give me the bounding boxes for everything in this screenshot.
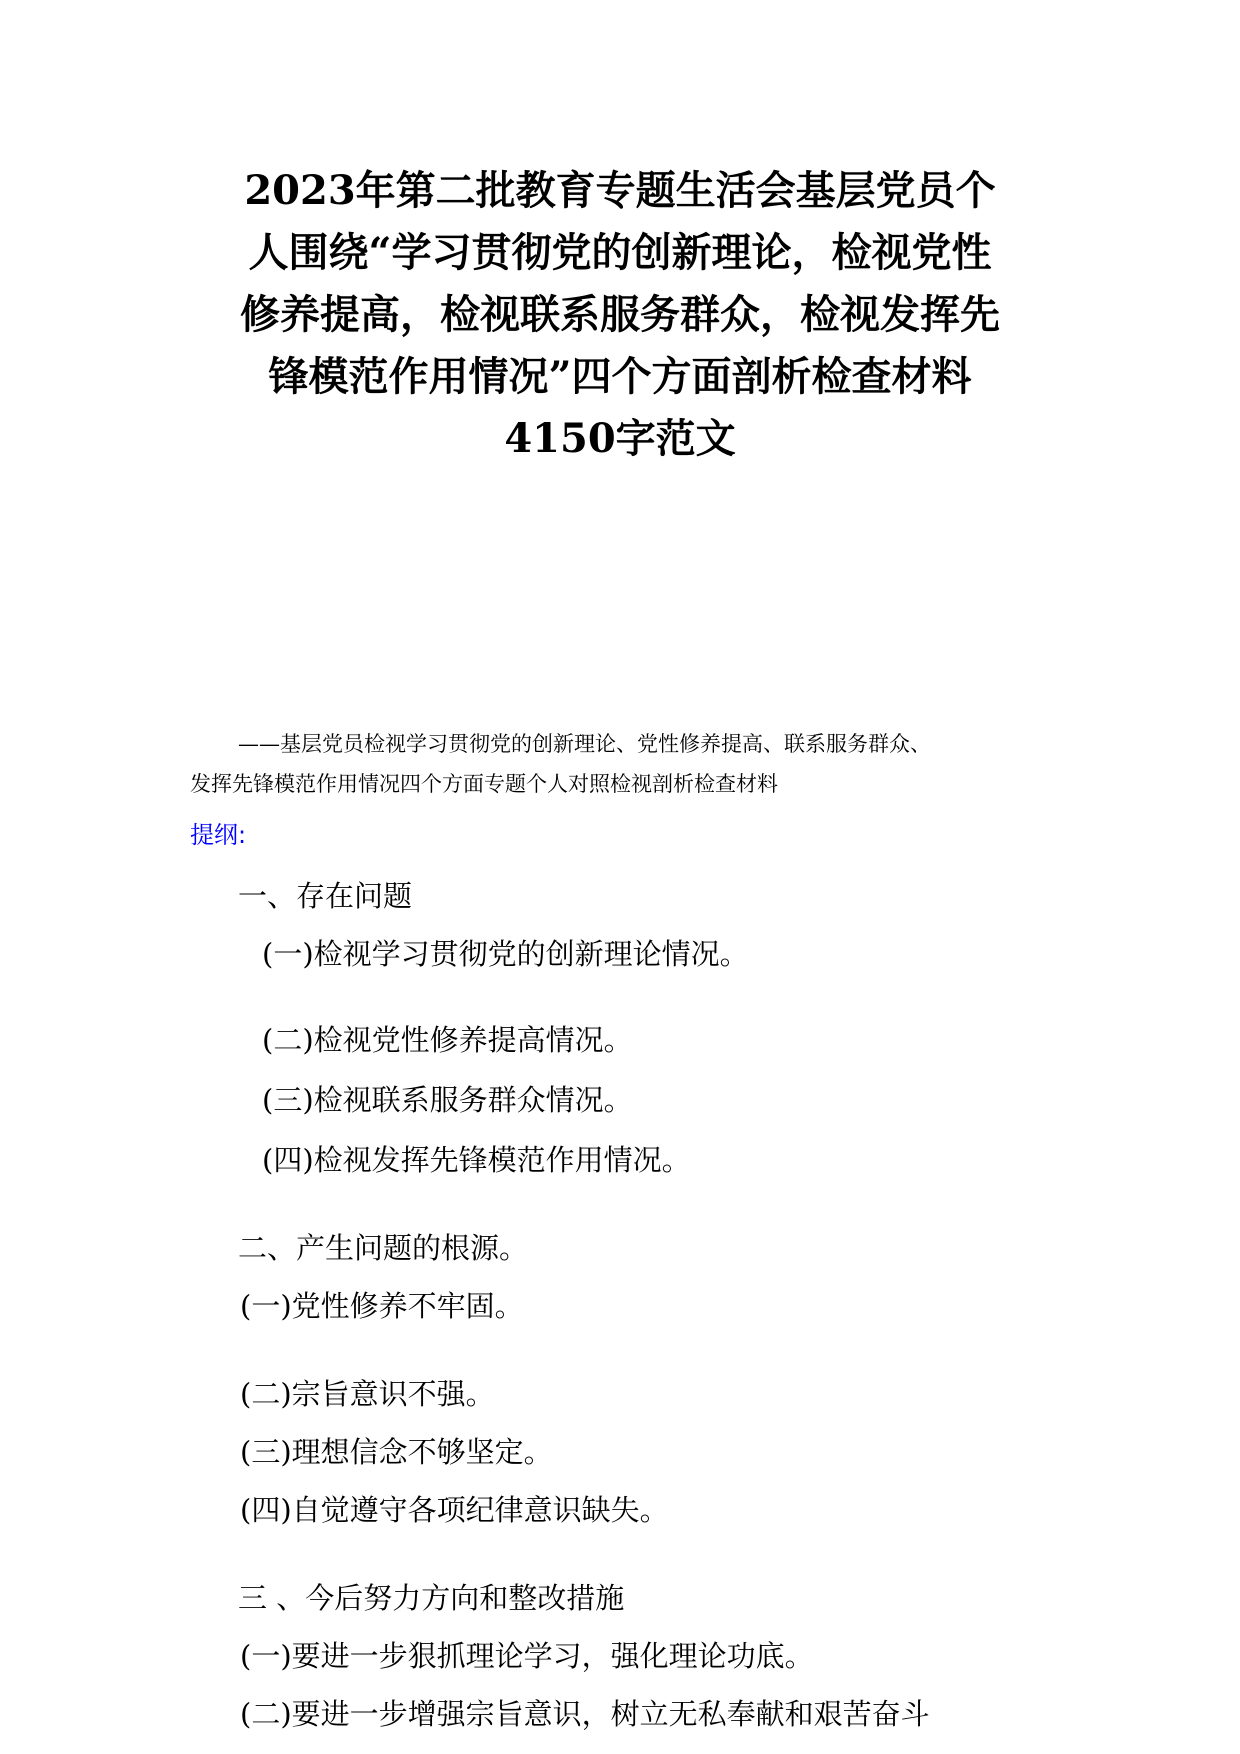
- outline-item: (二)检视党性修养提高情况。: [262, 1023, 633, 1057]
- outline-item: (二)要进一步增强宗旨意识，树立无私奉献和艰苦奋斗: [240, 1697, 930, 1731]
- outline-item: (四)检视发挥先锋模范作用情况。: [262, 1143, 691, 1177]
- section-heading: 一、存在问题: [238, 879, 413, 913]
- title-line: 2023年第二批教育专题生活会基层党员个: [244, 167, 996, 214]
- outline-item: (二)宗旨意识不强。: [240, 1377, 495, 1411]
- subtitle-line: ——基层党员检视学习贯彻党的创新理论、党性修养提高、联系服务群众、: [238, 732, 931, 756]
- outline-item: (一)党性修养不牢固。: [240, 1289, 524, 1323]
- section-heading: 二、产生问题的根源。: [238, 1231, 529, 1265]
- document-subtitle: [190, 724, 1050, 804]
- title-line: 锋模范作用情况”四个方面剖析检查材料: [268, 353, 972, 400]
- outline-item: (一)要进一步狠抓理论学习，强化理论功底。: [240, 1639, 814, 1673]
- subtitle-line: 发挥先锋模范作用情况四个方面专题个人对照检视剖析检查材料: [190, 772, 778, 796]
- outline-label: 提纲:: [190, 821, 247, 849]
- title-line: 修养提高，检视联系服务群众，检视发挥先: [240, 291, 1000, 338]
- document-title: [180, 160, 1060, 470]
- title-line: 4150字范文: [504, 415, 736, 462]
- outline-item: (三)理想信念不够坚定。: [240, 1435, 553, 1469]
- outline-item: (四)自觉遵守各项纪律意识缺失。: [240, 1493, 669, 1527]
- section-heading: 三 、今后努力方向和整改措施: [238, 1581, 625, 1615]
- title-line: 人围绕“学习贯彻党的创新理论，检视党性: [248, 229, 992, 276]
- outline-item: (一)检视学习贯彻党的创新理论情况。: [262, 937, 749, 971]
- outline-item: (三)检视联系服务群众情况。: [262, 1083, 633, 1117]
